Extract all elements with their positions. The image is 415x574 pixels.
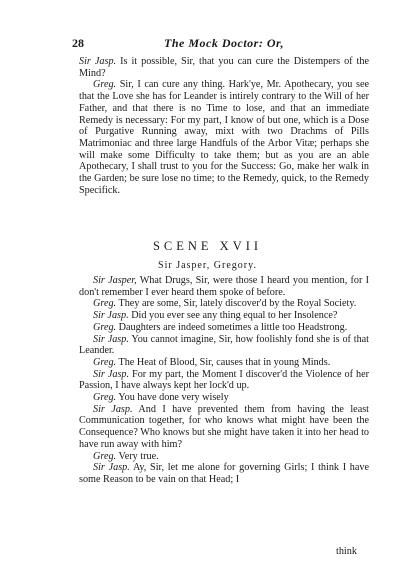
- dialogue-line: [79, 357, 369, 369]
- speech-text: Did you ever see any thing equal to her Insolence?: [131, 310, 338, 322]
- speech-text: Ay, Sir, let me alone for governing Girls; I think I have some Reason to be vain on that Head; I: [79, 462, 370, 485]
- dialogue-line: [79, 404, 369, 451]
- speaker-name: Sir Jasp.: [93, 368, 130, 380]
- speech-text: You cannot imagine, Sir, how foolishly fond she is of that Leander.: [79, 333, 370, 357]
- dialogue-line: [79, 56, 369, 79]
- speaker-name: Greg.: [93, 79, 117, 91]
- dialogue-block-bottom: [79, 275, 369, 486]
- dialogue-line: [79, 322, 369, 334]
- speech-text: And I have prevented them from having the least Communication together, for who knows what might have been the Consequence? Who knows but she might have taken it into her head to have run away with him?: [79, 403, 370, 450]
- speech-text: Sir, I can cure any thing. Hark'ye, Mr. Apothecary, you see that the Love she has for Leander is intirely contrary to the Will of her Father, and that there is no Time to lose, and that an immediate Remedy is necessary: For my part, I know of but one, which is a Dose of Purgative Running away, mixt with two Drachms of Pills Matrimoniac and three large Handfuls of the Arbor Vitæ; perhaps she will make some Difficulty to take them; but as you are an able Apothecary, I shall trust to you for the Success: Go, make her walk in the Garden; be sure lose no time; to the Remedy, quick, to the Remedy Specifick.: [79, 79, 369, 196]
- speech-text: Very true.: [118, 450, 159, 462]
- scene-heading: SCENE XVII: [152, 239, 263, 253]
- dialogue-line: [79, 334, 369, 357]
- speech-text: They are some, Sir, lately discover'd by the Royal Society.: [118, 298, 357, 310]
- dialogue-line: [79, 462, 369, 485]
- dialogue-line: [79, 310, 369, 322]
- dialogue-line: [79, 392, 369, 404]
- speech-text: Is it possible, Sir, that you can cure the Distempers of the Mind?: [79, 56, 370, 79]
- speech-text: You have done very wisely: [118, 392, 229, 404]
- running-title: The Mock Doctor: Or,: [164, 36, 284, 50]
- dialogue-line: [79, 79, 369, 196]
- speaker-name: Greg.: [93, 392, 117, 404]
- dialogue-block-top: [79, 56, 369, 196]
- dialogue-line: [79, 369, 369, 392]
- speaker-name: Greg.: [93, 298, 117, 310]
- speaker-name: Sir Jasper,: [93, 275, 137, 286]
- dialogue-line: [79, 451, 369, 463]
- speaker-name: Sir Jasp.: [93, 333, 129, 345]
- page-header: [72, 36, 362, 50]
- speaker-name: Greg.: [93, 450, 117, 462]
- speech-text: What Drugs, Sir, were those I heard you mention, for I don't remember I ever heard them spoke of before.: [79, 275, 369, 298]
- speech-text: Daughters are indeed sometimes a little too Headstrong.: [118, 321, 348, 333]
- speaker-name: Sir Jasp.: [79, 56, 117, 67]
- dialogue-line: [79, 298, 369, 310]
- speaker-name: Sir Jasp.: [93, 403, 133, 415]
- dialogue-line: [79, 275, 369, 298]
- speaker-name: Sir Jasp.: [93, 462, 130, 474]
- page-number: 28: [72, 36, 84, 50]
- scene-characters: Sir Jasper, Gregory.: [158, 260, 257, 271]
- speaker-name: Sir Jasp.: [93, 310, 129, 322]
- speaker-name: Greg.: [93, 356, 117, 368]
- speaker-name: Greg.: [93, 321, 117, 333]
- speech-text: The Heat of Blood, Sir, causes that in young Minds.: [118, 356, 331, 368]
- catchword: think: [336, 546, 357, 557]
- speech-text: For my part, the Moment I discover'd the Violence of her Passion, I have always kept her lock'd up.: [79, 368, 369, 392]
